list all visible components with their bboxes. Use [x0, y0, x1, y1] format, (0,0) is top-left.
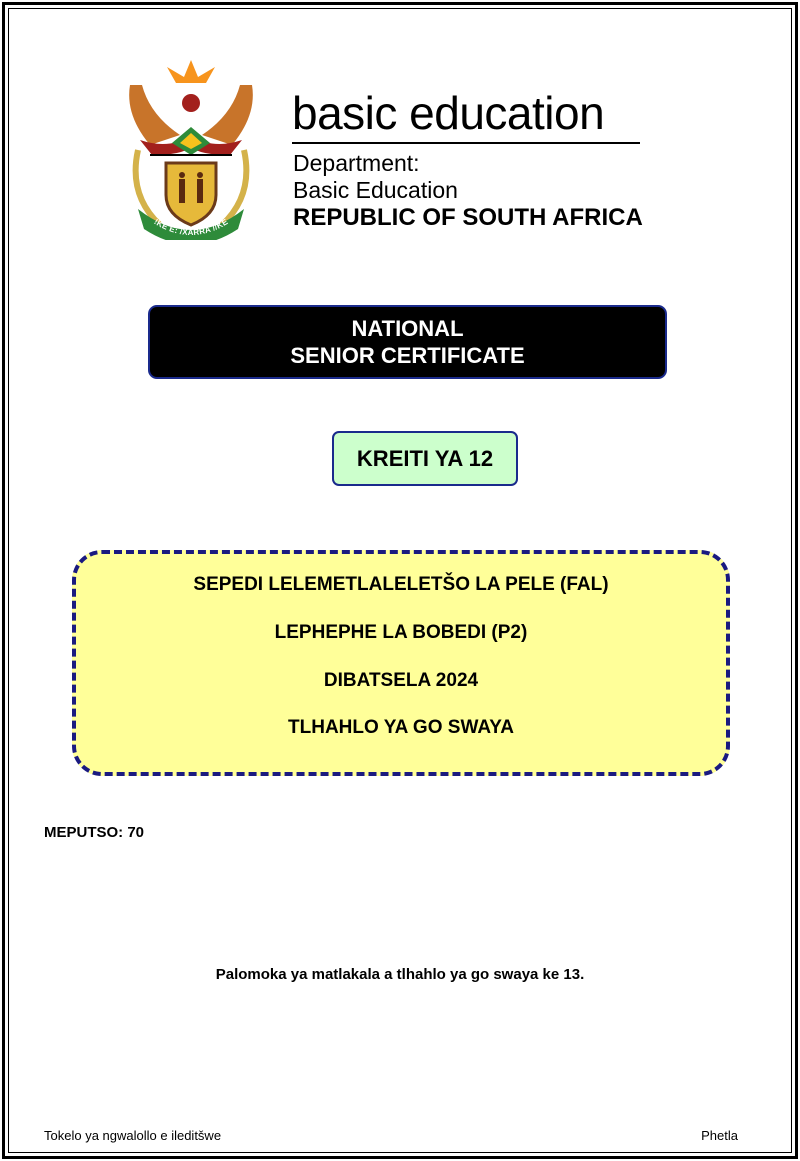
brand-title: basic education: [292, 87, 605, 139]
subject-title: SEPEDI LELEMETLALELETŠO LA PELE (FAL): [193, 574, 609, 595]
footer-turn-over: Phetla: [701, 1128, 738, 1143]
country-name: REPUBLIC OF SOUTH AFRICA: [293, 204, 643, 231]
certificate-banner: [148, 305, 667, 379]
page-count-note: Palomoka ya matlakala a tlhahlo ya go swaya ke 13.: [215, 966, 585, 983]
subject-box: [72, 550, 730, 776]
exam-session: DIBATSELA 2024: [323, 670, 479, 691]
department-title: Basic Education: [293, 177, 458, 203]
footer-copyright: Tokelo ya ngwalollo e ileditšwe: [44, 1128, 222, 1143]
total-marks: MEPUTSO: 70: [44, 824, 145, 841]
department-label: Department:: [293, 150, 420, 176]
certificate-line-2: SENIOR CERTIFICATE: [290, 343, 525, 368]
coat-of-arms-logo: [120, 55, 262, 240]
brand-divider: [292, 142, 640, 144]
certificate-line-1: NATIONAL: [351, 316, 464, 341]
document-type: TLHAHLO YA GO SWAYA: [288, 717, 514, 738]
paper-title: LEPHEPHE LA BOBEDI (P2): [274, 622, 528, 643]
grade-badge: KREITI YA 12: [332, 431, 518, 486]
department-name: [293, 150, 458, 204]
crest-motto: !KE E: /XARRA //KE: [152, 217, 230, 238]
